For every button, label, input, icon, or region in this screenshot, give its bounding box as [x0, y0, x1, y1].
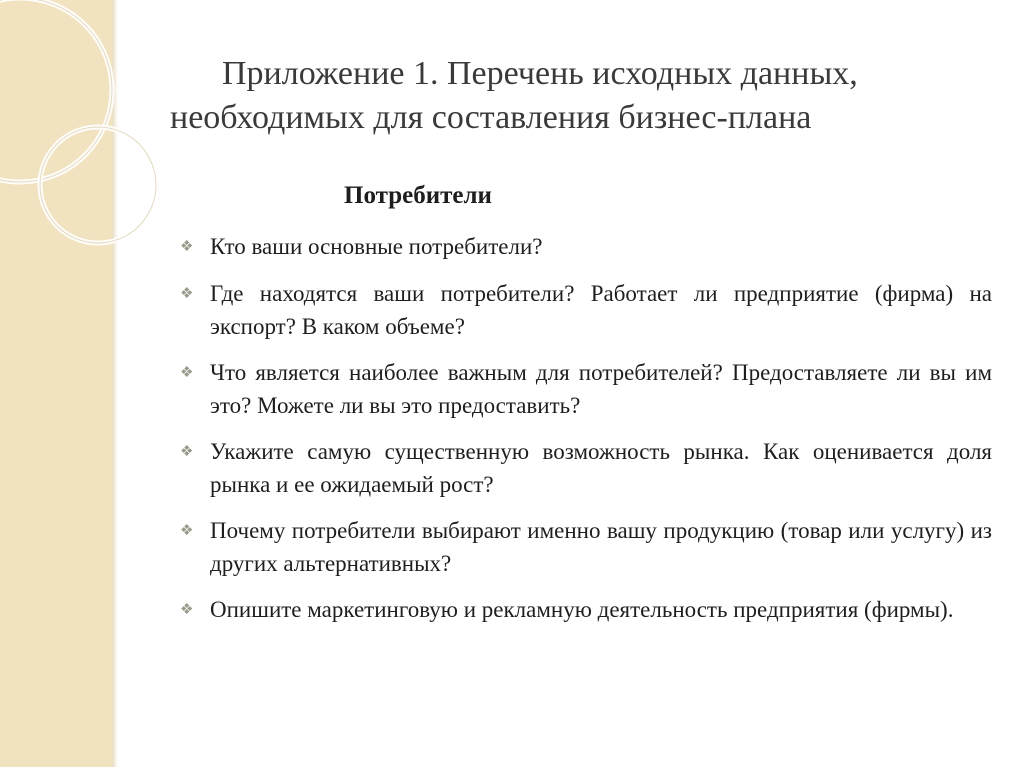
large-ring	[0, 0, 112, 182]
diamond-bullet-icon: ❖	[180, 239, 194, 255]
diamond-bullet-icon: ❖	[180, 365, 194, 381]
list-item-text: Кто ваши основные потребители?	[210, 234, 543, 259]
diamond-bullet-icon: ❖	[180, 444, 194, 460]
small-ring	[40, 127, 156, 243]
large-ring-outline	[0, 0, 112, 182]
list-item	[180, 435, 992, 501]
list-item	[180, 277, 992, 343]
list-item	[180, 230, 992, 264]
list-item	[180, 514, 992, 580]
list-item-text: Почему потребители выбирают именно вашу продукцию (товар или услугу) из других альтернативных?	[210, 518, 992, 576]
title-line-1: Приложение 1. Перечень исходных данных,	[222, 55, 858, 92]
diamond-bullet-icon: ❖	[180, 523, 194, 539]
list-item	[180, 593, 992, 627]
bullet-list	[180, 230, 992, 640]
list-item-text: Что является наиболее важным для потребителей? Предоставляете ли вы им это? Можете ли вы это предоставить?	[210, 360, 992, 418]
list-item-text: Опишите маркетинговую и рекламную деятельность предприятия (фирмы).	[210, 597, 954, 622]
decorative-rings-icon	[0, 0, 160, 280]
list-item	[180, 356, 992, 422]
slide-title	[170, 52, 990, 140]
diamond-bullet-icon: ❖	[180, 286, 194, 302]
list-item-text: Укажите самую существенную возможность рынка. Как оценивается доля рынка и ее ожидаемый рост?	[210, 439, 992, 497]
section-subheading: Потребители	[344, 182, 492, 209]
diamond-bullet-icon: ❖	[180, 602, 194, 618]
title-line-2: необходимых для составления бизнес-плана	[170, 99, 812, 136]
list-item-text: Где находятся ваши потребители? Работает ли предприятие (фирма) на экспорт? В каком объеме?	[210, 281, 992, 339]
